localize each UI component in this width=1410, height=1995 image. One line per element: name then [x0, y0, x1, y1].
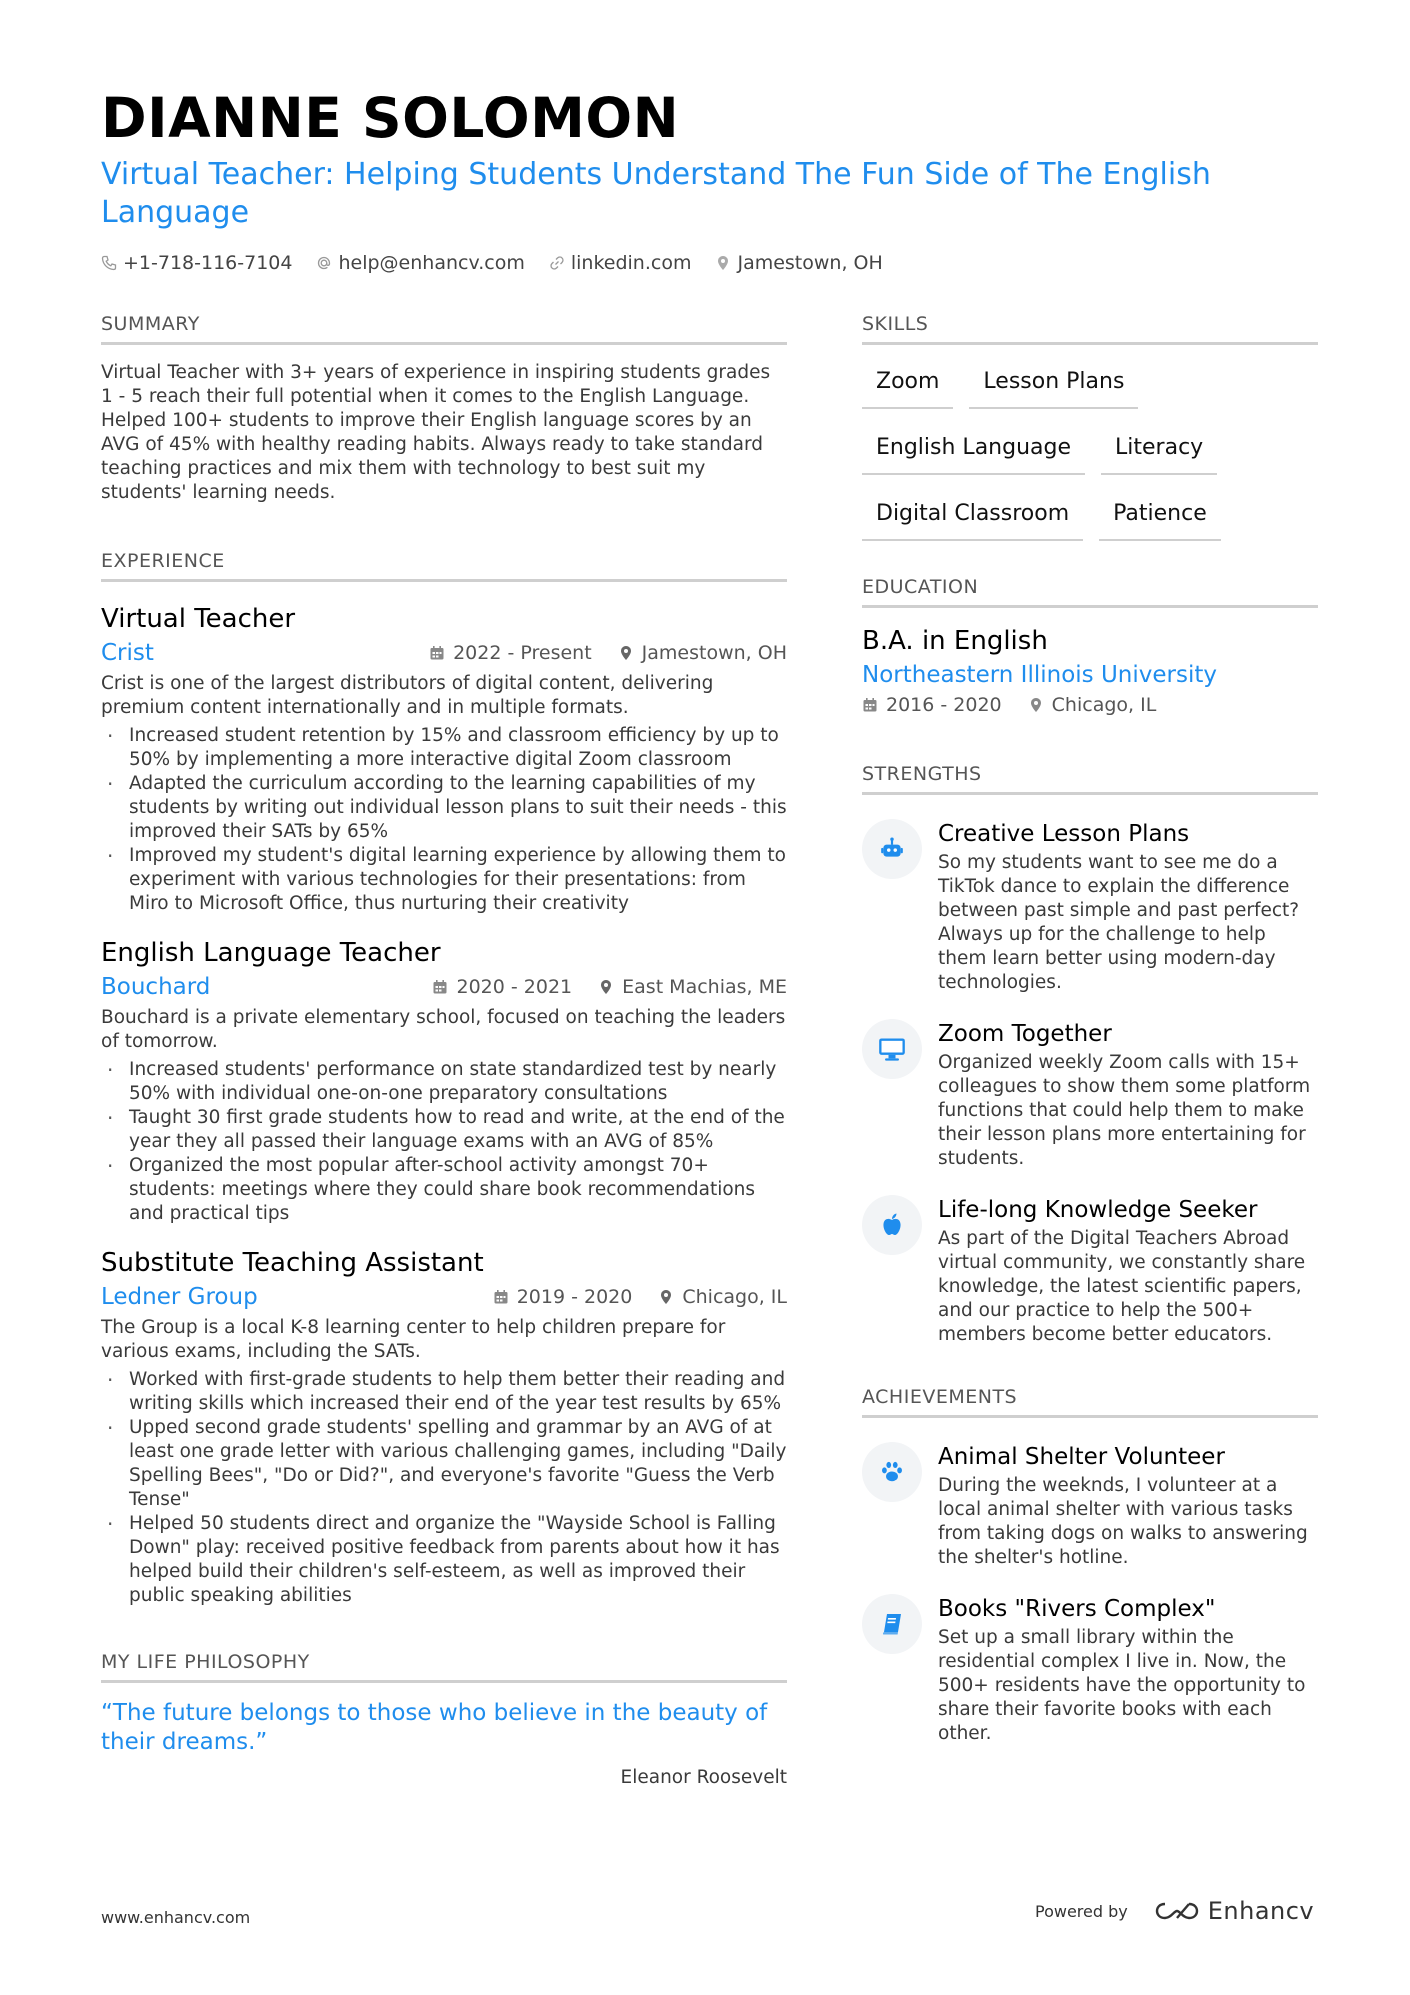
strength-title: Life-long Knowledge Seeker: [938, 1197, 1258, 1223]
section-title-achievements: ACHIEVEMENTS: [862, 1385, 1318, 1418]
skill-tag: Digital Classroom: [862, 491, 1083, 541]
location-text: Jamestown, OH: [737, 252, 883, 274]
brand-name: Enhancv: [1207, 1897, 1315, 1925]
job-bullet: · Improved my student's digital learning experience by allowing them to experiment with various technologies for their presentations: from Miro to Microsoft Office, thus nurturing their creativity: [101, 844, 787, 916]
achievement-title: Books "Rivers Complex": [938, 1596, 1216, 1622]
left-column: [101, 312, 787, 1788]
email-text: help@enhancv.com: [338, 252, 525, 274]
school-name[interactable]: Northeastern Illinois University: [862, 662, 1217, 688]
location-pin-icon: [658, 1289, 674, 1305]
footer-website[interactable]: www.enhancv.com: [101, 1908, 251, 1927]
job-bullets: [101, 724, 787, 916]
skills-list: [862, 359, 1318, 557]
achievements-section: [862, 1385, 1318, 1746]
achievement-body: [938, 1594, 1318, 1746]
strength-item: [862, 819, 1318, 995]
calendar-icon: [862, 697, 878, 713]
strength-description: As part of the Digital Teachers Abroad virtual community, we constantly share knowledge, the latest scientific papers, and our practice to help the 500+ members become better educators.: [938, 1228, 1306, 1345]
location-pin-icon: [598, 979, 614, 995]
contact-bar: [101, 248, 1331, 278]
calendar-icon: [429, 645, 445, 661]
robot-icon: [862, 819, 922, 879]
job-entry: [101, 936, 787, 1226]
job-description: Bouchard is a private elementary school, focused on teaching the leaders of tomorrow.: [101, 1007, 786, 1052]
philosophy-quote: “The future belongs to those who believe in the beauty of their dreams.”: [101, 1700, 768, 1755]
job-location: [658, 1286, 787, 1308]
contact-linkedin[interactable]: [549, 252, 692, 274]
contact-email[interactable]: [316, 252, 524, 274]
job-description: The Group is a local K-8 learning center to help children prepare for various exams, including the SATs.: [101, 1317, 726, 1362]
job-location: [598, 976, 787, 998]
strength-title: Creative Lesson Plans: [938, 821, 1190, 847]
job-bullet: · Increased students' performance on state standardized test by nearly 50% with individual one-on-one preparatory consultations: [101, 1058, 787, 1106]
job-location-text: Chicago, IL: [682, 1286, 787, 1308]
skill-tag: Patience: [1099, 491, 1221, 541]
job-dates-text: 2020 - 2021: [456, 976, 573, 998]
calendar-icon: [432, 979, 448, 995]
calendar-icon: [493, 1289, 509, 1305]
job-bullet: · Adapted the curriculum according to the learning capabilities of my students by writing out individual lesson plans to suit their needs - this improved their SATs by 65%: [101, 772, 787, 844]
job-title: English Language Teacher: [101, 938, 441, 968]
job-bullet: · Helped 50 students direct and organize the "Wayside School is Falling Down" play: received positive feedback from parents about how it has helped build their children's self-esteem, as well as improved their public speaking abilities: [101, 1512, 787, 1608]
section-title-philosophy: MY LIFE PHILOSOPHY: [101, 1650, 787, 1683]
strengths-section: [862, 762, 1318, 1347]
job-row: [101, 972, 787, 1002]
job-bullets: [101, 1058, 787, 1226]
achievement-item: [862, 1442, 1318, 1570]
job-title: Virtual Teacher: [101, 604, 296, 634]
job-bullet: · Upped second grade students' spelling and grammar by an AVG of at least one grade letter with various challenging games, including "Daily Spelling Bees", "Do or Did?", and everyone's favorite "Guess the Verb Tense": [101, 1416, 787, 1512]
candidate-name: DIANNE SOLOMON: [101, 86, 680, 150]
right-column: [862, 312, 1318, 1746]
monitor-icon: [862, 1019, 922, 1079]
company-name[interactable]: Bouchard: [101, 974, 211, 1000]
job-dates: [432, 976, 572, 998]
experience-section: [101, 549, 787, 1608]
location-pin-icon: [618, 645, 634, 661]
job-meta: [429, 642, 787, 664]
summary-text: Virtual Teacher with 3+ years of experience in inspiring students grades 1 - 5 reach their full potential when it comes to the English Language. Helped 100+ students to improve their English language scores by an AVG of 45% with healthy reading habits. Always ready to take standard teaching practices and mix them with technology to best suit my students' learning needs.: [101, 362, 771, 503]
link-icon: [549, 255, 565, 271]
apple-icon: [862, 1195, 922, 1255]
education-location-text: Chicago, IL: [1051, 694, 1157, 716]
section-title-experience: EXPERIENCE: [101, 549, 787, 582]
contact-location: [715, 252, 882, 274]
education-dates: [862, 694, 1002, 716]
job-meta: [493, 1286, 787, 1308]
skill-tag: Zoom: [862, 359, 953, 409]
powered-by-label: Powered by: [1035, 1901, 1128, 1921]
strength-body: [938, 819, 1318, 995]
job-dates: [493, 1286, 633, 1308]
job-location-text: East Machias, ME: [622, 976, 787, 998]
summary-section: [101, 312, 787, 505]
location-pin-icon: [715, 255, 731, 271]
section-title-summary: SUMMARY: [101, 312, 787, 345]
achievement-description: Set up a small library within the residential complex I live in. Now, the 500+ residents have the opportunity to share their favorite books with each other.: [938, 1627, 1306, 1744]
strength-body: [938, 1195, 1318, 1347]
strength-body: [938, 1019, 1318, 1171]
education-dates-text: 2016 - 2020: [886, 694, 1002, 716]
degree: B.A. in English: [862, 626, 1048, 656]
phone-text: +1-718-116-7104: [123, 252, 293, 274]
strength-description: So my students want to see me do a TikTok dance to explain the difference between past simple and past perfect? Always up for the challenge to help them learn better using modern-day technologies.: [938, 852, 1300, 993]
linkedin-text: linkedin.com: [570, 252, 692, 274]
achievement-description: During the weeknds, I volunteer at a local animal shelter with various tasks from taking dogs on walks to answering the shelter's hotline.: [938, 1475, 1308, 1568]
achievement-body: [938, 1442, 1318, 1570]
strength-item: [862, 1019, 1318, 1171]
quote-author: Eleanor Roosevelt: [620, 1767, 787, 1788]
strength-item: [862, 1195, 1318, 1347]
job-bullet: · Worked with first-grade students to help them better their reading and writing skills which increased their end of the year test results by 65%: [101, 1368, 787, 1416]
section-title-strengths: STRENGTHS: [862, 762, 1318, 795]
education-location: [1028, 694, 1157, 716]
job-location-text: Jamestown, OH: [641, 642, 787, 664]
skill-tag: English Language: [862, 425, 1085, 475]
enhancv-logo-icon: [1154, 1899, 1200, 1923]
job-description: Crist is one of the largest distributors of digital content, delivering premium content internationally and in multiple formats.: [101, 673, 714, 718]
contact-phone[interactable]: [101, 252, 292, 274]
job-dates-text: 2019 - 2020: [516, 1286, 633, 1308]
job-location: [618, 642, 787, 664]
footer-branding: [1035, 1897, 1314, 1925]
philosophy-section: [101, 1650, 787, 1788]
job-title: Substitute Teaching Assistant: [101, 1248, 484, 1278]
achievement-title: Animal Shelter Volunteer: [938, 1444, 1225, 1470]
education-section: [862, 575, 1318, 716]
book-icon: [862, 1594, 922, 1654]
job-bullet: · Taught 30 first grade students how to read and write, at the end of the year they all passed their language exams with an AVG of 85%: [101, 1106, 787, 1154]
location-pin-icon: [1028, 697, 1044, 713]
enhancv-logo[interactable]: [1154, 1897, 1314, 1925]
job-dates: [429, 642, 592, 664]
job-row: [101, 638, 787, 668]
job-row: [101, 1282, 787, 1312]
job-entry: [101, 602, 787, 916]
section-title-skills: SKILLS: [862, 312, 1318, 345]
phone-icon: [101, 255, 117, 271]
headline: Virtual Teacher: Helping Students Understand The Fun Side of The English Language: [101, 157, 1211, 230]
job-meta: [432, 976, 787, 998]
at-icon: [316, 255, 332, 271]
strength-title: Zoom Together: [938, 1021, 1112, 1047]
skill-tag: Lesson Plans: [969, 359, 1138, 409]
company-name[interactable]: Crist: [101, 640, 154, 666]
strength-description: Organized weekly Zoom calls with 15+ colleagues to show them some platform functions that could help them to make their lesson plans more entertaining for students.: [938, 1052, 1311, 1169]
achievement-item: [862, 1594, 1318, 1746]
job-bullet: · Increased student retention by 15% and classroom efficiency by up to 50% by implementing a more interactive digital Zoom classroom: [101, 724, 787, 772]
job-dates-text: 2022 - Present: [453, 642, 592, 664]
job-bullets: [101, 1368, 787, 1608]
education-meta: [862, 694, 1318, 716]
skills-section: [862, 312, 1318, 557]
paw-icon: [862, 1442, 922, 1502]
skill-tag: Literacy: [1101, 425, 1217, 475]
resume-header: [101, 86, 1331, 278]
section-title-education: EDUCATION: [862, 575, 1318, 608]
company-name[interactable]: Ledner Group: [101, 1284, 258, 1310]
job-entry: [101, 1246, 787, 1608]
job-bullet: · Organized the most popular after-school activity amongst 70+ students: meetings where they could share book recommendations and practical tips: [101, 1154, 787, 1226]
